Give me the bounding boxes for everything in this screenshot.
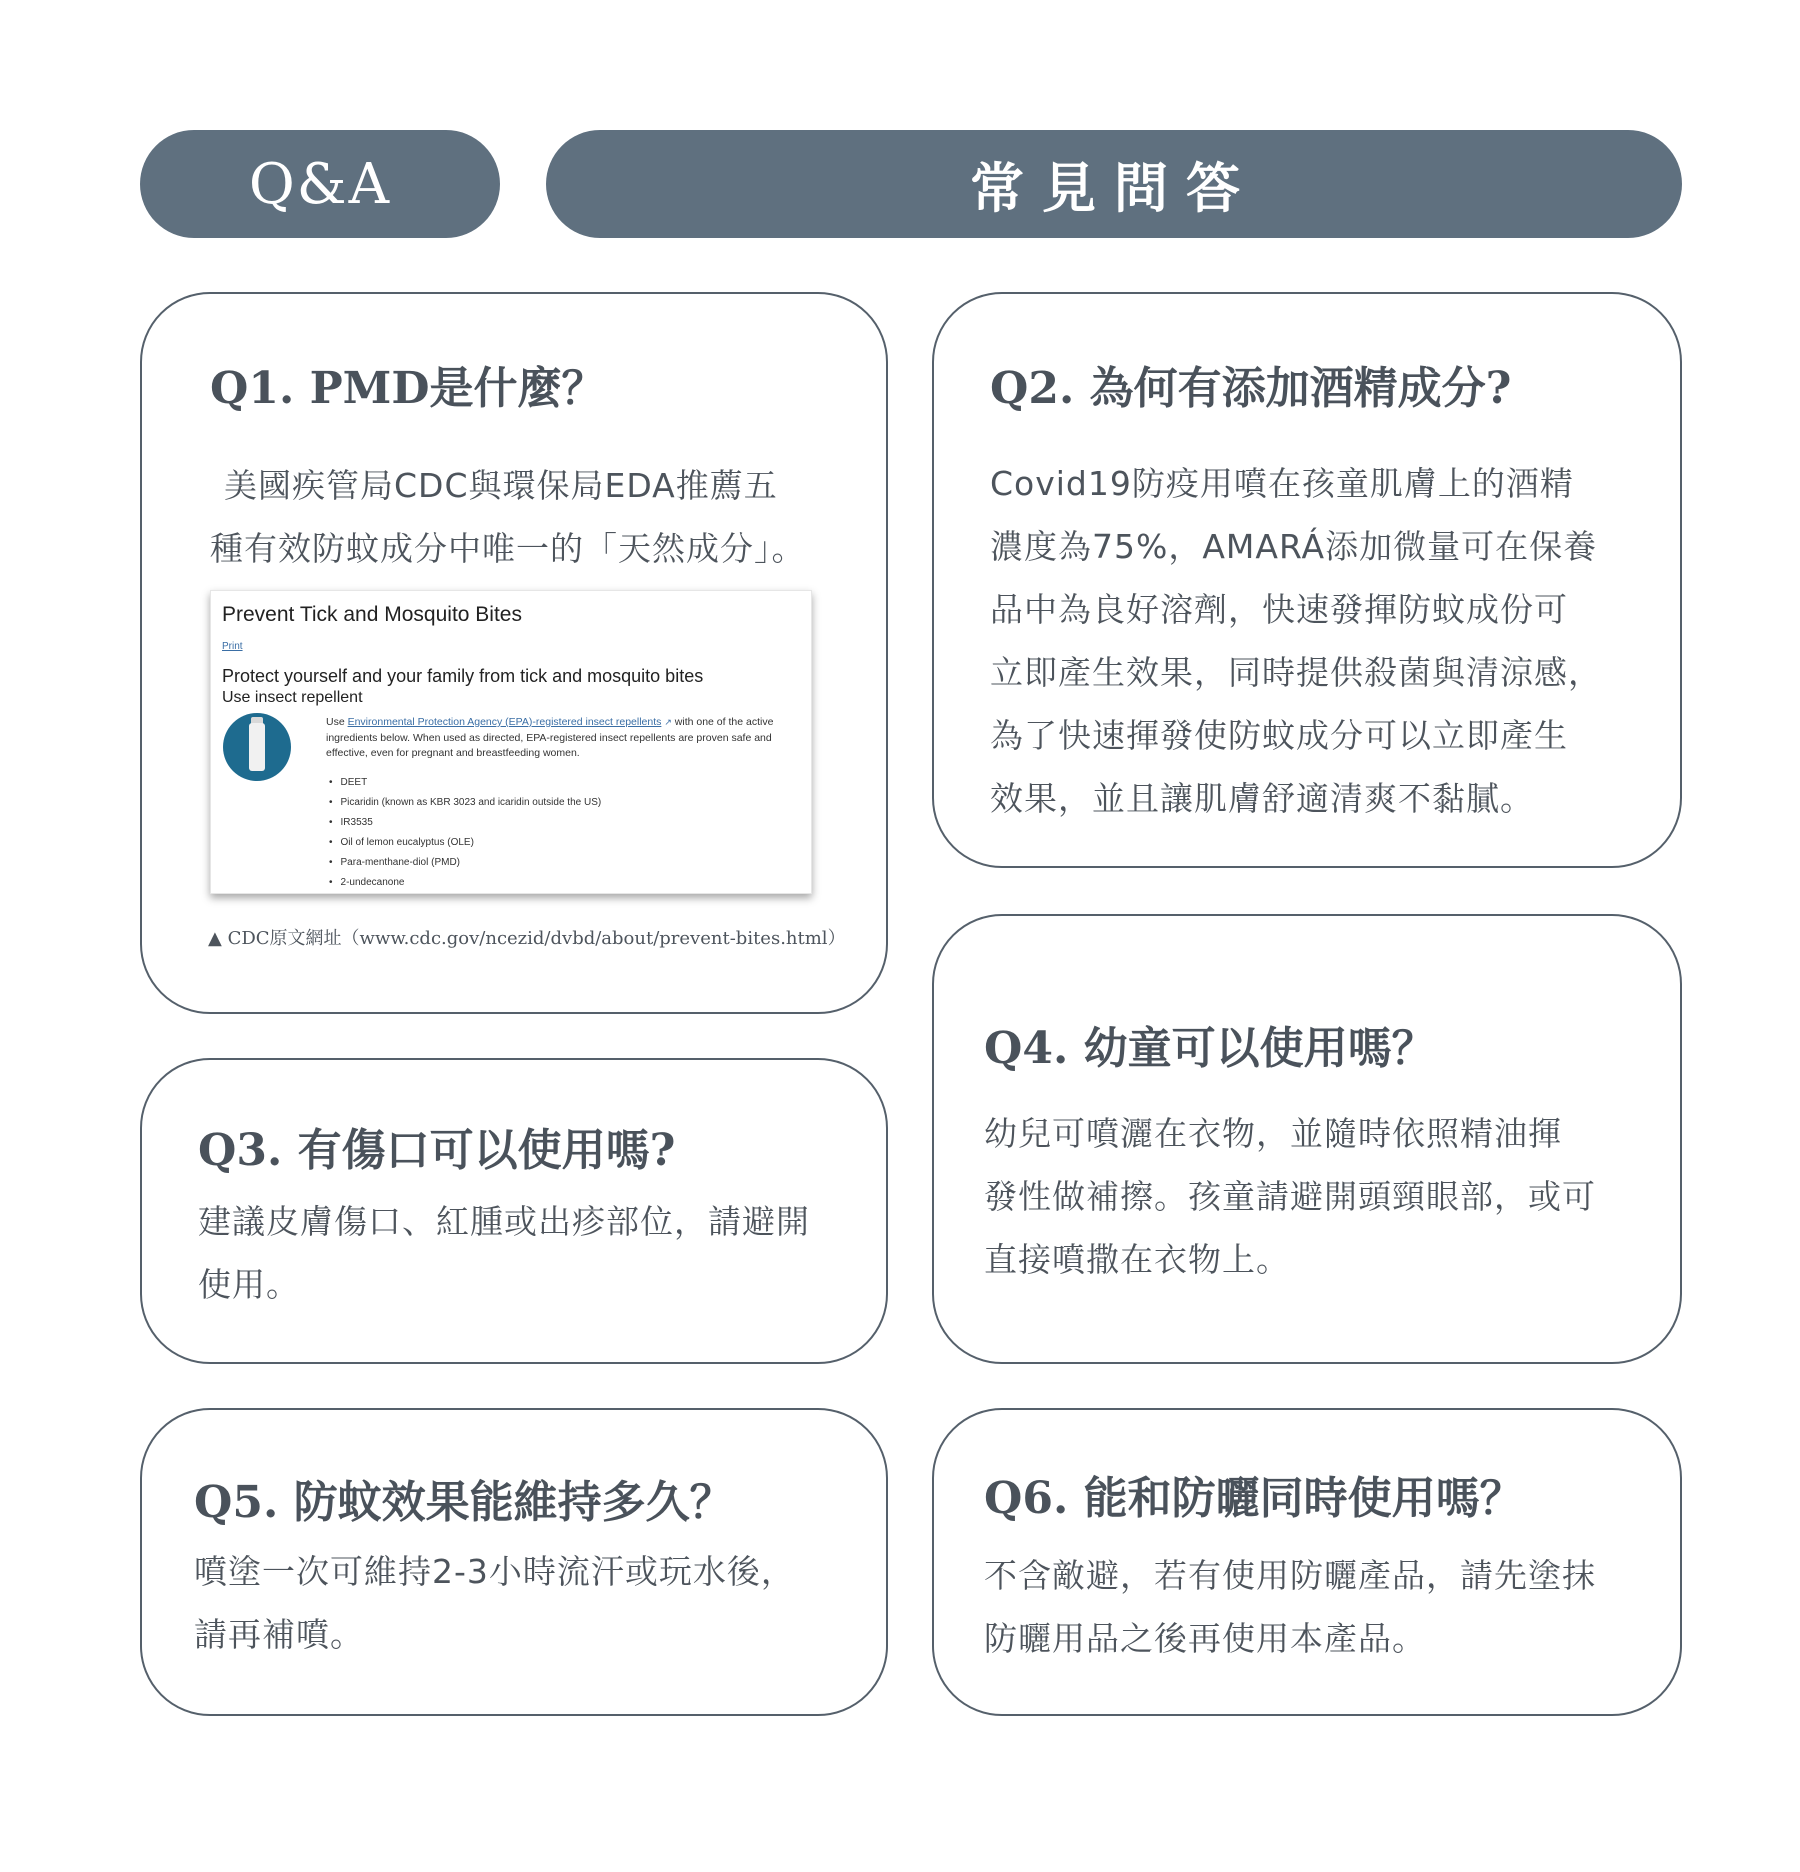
q4-body-line: 直接噴撒在衣物上。 [984, 1240, 1290, 1279]
cdc-use-heading: Use insect repellent [222, 689, 363, 706]
list-item: • Picaridin (known as KBR 3023 and icaridin outside the US) [329, 793, 601, 813]
q5-body-line: 噴塗一次可維持2-3小時流汗或玩水後， [194, 1552, 795, 1591]
q5-body [194, 1540, 864, 1666]
q5-title: Q5. 防蚊效果能維持多久？ [194, 1477, 734, 1528]
q4-body-line: 發性做補擦。孩童請避開頭頸眼部，或可 [984, 1177, 1596, 1216]
q2-body-line: 為了快速揮發使防蚊成分可以立即產生 [990, 716, 1568, 755]
q2-title: Q2. 為何有添加酒精成分? [990, 363, 1512, 414]
q4-body-line: 幼兒可噴灑在衣物，並隨時依照精油揮 [984, 1114, 1562, 1153]
q6-title: Q6. 能和防曬同時使用嗎？ [984, 1473, 1524, 1524]
q1-body-line: 美國疾管局CDC與環保局EDA推薦五 [224, 466, 778, 505]
list-item: • IR3535 [329, 813, 601, 833]
q4-title: Q4. 幼童可以使用嗎？ [984, 1023, 1436, 1074]
q6-card [932, 1408, 1682, 1716]
external-link-icon: ↗ [664, 717, 672, 727]
q2-body-line: Covid19防疫用噴在孩童肌膚上的酒精 [990, 464, 1574, 503]
cdc-paragraph [326, 715, 801, 762]
cdc-print-link[interactable]: Print [222, 641, 243, 652]
cdc-ingredient-list [329, 773, 601, 893]
q6-body-line: 防曬用品之後再使用本產品。 [984, 1619, 1426, 1658]
cdc-epa-link[interactable]: Environmental Protection Agency (EPA)-registered insect repellents [347, 716, 662, 728]
q5-body-line: 請再補噴。 [194, 1615, 364, 1654]
q1-body-line: 種有效防蚊成分中唯一的「天然成分」。 [210, 529, 806, 568]
q6-body-line: 不含敵避，若有使用防曬產品，請先塗抹 [984, 1556, 1596, 1595]
cdc-source-caption: ▲ CDC原文網址（www.cdc.gov/ncezid/dvbd/about/prevent-bites.html） [208, 928, 846, 949]
cdc-page-title: Prevent Tick and Mosquito Bites [222, 603, 522, 626]
list-item: • DEET [329, 773, 601, 793]
list-item: • 2-undecanone [329, 873, 601, 893]
repellent-bottle-icon [223, 713, 291, 781]
q1-body [210, 454, 850, 580]
q2-body [990, 452, 1650, 830]
cdc-screenshot [210, 590, 812, 894]
cdc-protect-heading: Protect yourself and your family from tick and mosquito bites [222, 666, 704, 686]
q6-body [984, 1544, 1654, 1670]
list-item: • Para-menthane-diol (PMD) [329, 853, 601, 873]
q2-body-line: 品中為良好溶劑，快速發揮防蚊成份可 [990, 590, 1568, 629]
q2-body-line: 立即產生效果，同時提供殺菌與清涼感， [990, 653, 1602, 692]
q3-body [198, 1190, 858, 1316]
q1-card [140, 292, 888, 1014]
cdc-para-rest: with one of the active ingredients below. When used as directed, EPA-registered insect repellents are proven safe and effective, even for pregnant and breastfeeding women. [326, 716, 774, 759]
q1-title: Q1. PMD是什麼？ [210, 363, 606, 414]
q2-body-line: 效果，並且讓肌膚舒適清爽不黏膩。 [990, 779, 1534, 818]
qa-header-label: Q&A [248, 151, 392, 217]
q3-body-line: 建議皮膚傷口、紅腫或出疹部位，請避開 [198, 1202, 810, 1241]
q3-card [140, 1058, 888, 1364]
qa-header-pill [140, 130, 500, 238]
q4-card [932, 914, 1682, 1364]
q2-card [932, 292, 1682, 868]
q3-body-line: 使用。 [198, 1265, 300, 1304]
q5-card [140, 1408, 888, 1716]
list-item: • Oil of lemon eucalyptus (OLE) [329, 833, 601, 853]
q4-body [984, 1102, 1654, 1291]
cdc-para-prefix: Use [326, 716, 348, 728]
faq-header-pill [546, 130, 1682, 238]
q2-body-line: 濃度為75%，AMARÁ添加微量可在保養 [990, 527, 1598, 566]
faq-header-label: 常見問答 [970, 155, 1258, 220]
q3-title: Q3. 有傷口可以使用嗎? [198, 1125, 676, 1176]
